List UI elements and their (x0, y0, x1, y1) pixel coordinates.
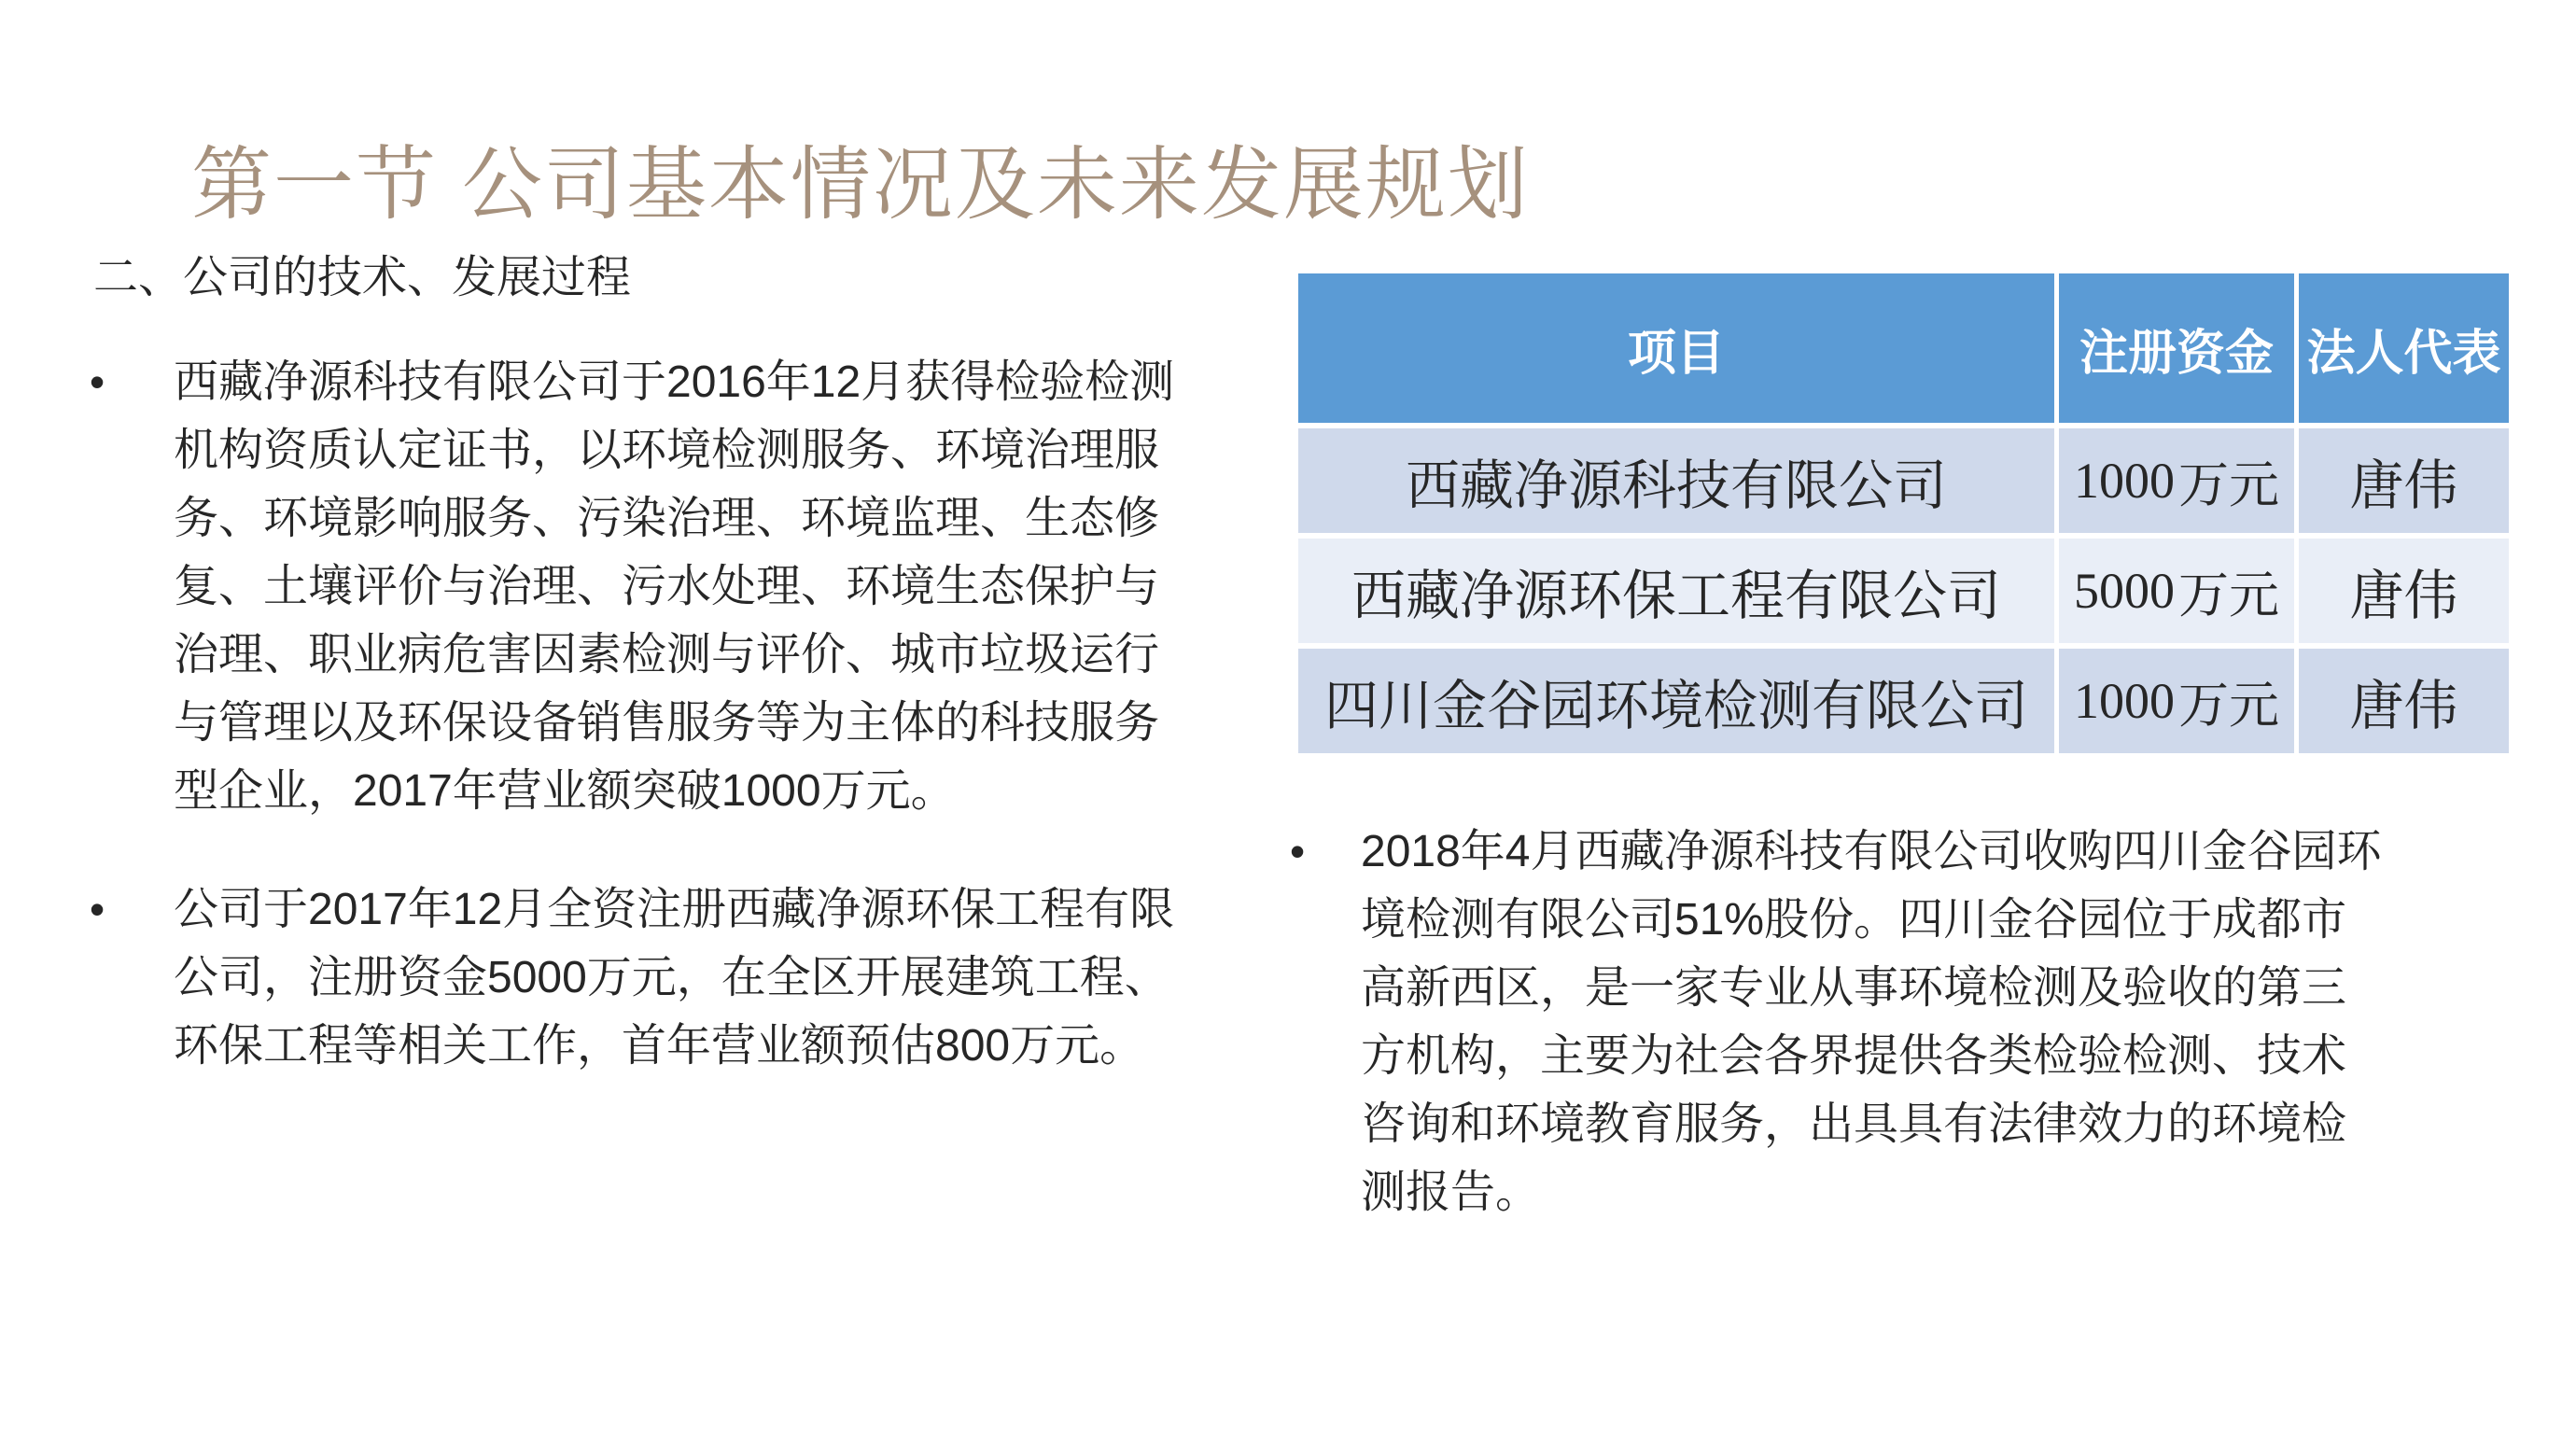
section-heading: 二、公司的技术、发展过程 (93, 253, 632, 302)
text-line: 与管理以及环保设备销售服务等为主体的科技服务 (174, 698, 1160, 748)
text-line: 高新西区，是一家专业从事环境检测及验收的第三 (1361, 963, 2347, 1013)
legal-rep-cell: 唐伟 (2299, 428, 2509, 533)
text-line: 环保工程等相关工作，首年营业额预估800万元。 (174, 1021, 1145, 1071)
bullet-icon: • (1290, 827, 1306, 875)
slide-title: 第一节 公司基本情况及未来发展规划 (191, 140, 1530, 230)
bullet-paragraph-subsidiary-registration (174, 875, 1174, 1080)
bullet-icon: • (90, 885, 105, 933)
text-line: 复、土壤评价与治理、污水处理、环境生态保护与 (174, 562, 1160, 611)
bullet-icon: • (90, 357, 105, 406)
text-line: 型企业，2017年营业额突破1000万元。 (174, 766, 956, 816)
text-line: 测报告。 (1361, 1168, 1541, 1217)
text-line: 方机构，主要为社会各界提供各类检验检测、技术 (1361, 1031, 2347, 1081)
text-line: 西藏净源科技有限公司于2016年12月获得检验检测 (174, 357, 1175, 407)
text-line: 公司于2017年12月全资注册西藏净源环保工程有限 (174, 885, 1175, 934)
capital-amount: 5000 (2074, 563, 2175, 619)
capital-amount: 1000 (2074, 453, 2175, 509)
capital-unit: 万元 (2178, 456, 2279, 513)
text-line: 务、环境影响服务、污染治理、环境监理、生态修 (174, 494, 1160, 543)
capital-cell (2059, 539, 2294, 643)
company-table (1298, 273, 2509, 753)
header-cell-project: 项目 (1298, 273, 2054, 423)
company-cell: 西藏净源环保工程有限公司 (1298, 539, 2054, 643)
capital-unit: 万元 (2178, 677, 2279, 734)
bullet-paragraph-company-history (174, 348, 1174, 825)
legal-rep-cell: 唐伟 (2299, 649, 2509, 753)
company-cell: 四川金谷园环境检测有限公司 (1298, 649, 2054, 753)
capital-cell (2059, 649, 2294, 753)
text-line: 机构资质认定证书，以环境检测服务、环境治理服 (174, 426, 1160, 475)
header-cell-capital: 注册资金 (2059, 273, 2294, 423)
text-line: 境检测有限公司51%股份。四川金谷园位于成都市 (1361, 895, 2347, 945)
legal-rep-cell: 唐伟 (2299, 539, 2509, 643)
capital-unit: 万元 (2178, 567, 2279, 623)
company-cell: 西藏净源科技有限公司 (1298, 428, 2054, 533)
text-line: 公司，注册资金5000万元，在全区开展建筑工程、 (174, 953, 1169, 1002)
bullet-paragraph-acquisition (1361, 818, 2381, 1226)
text-line: 2018年4月西藏净源科技有限公司收购四川金谷园环 (1361, 827, 2382, 876)
capital-amount: 1000 (2074, 673, 2175, 729)
text-line: 咨询和环境教育服务，出具具有法律效力的环境检 (1361, 1099, 2347, 1149)
capital-cell (2059, 428, 2294, 533)
text-line: 治理、职业病危害因素检测与评价、城市垃圾运行 (174, 630, 1160, 679)
header-cell-legal-rep: 法人代表 (2299, 273, 2509, 423)
